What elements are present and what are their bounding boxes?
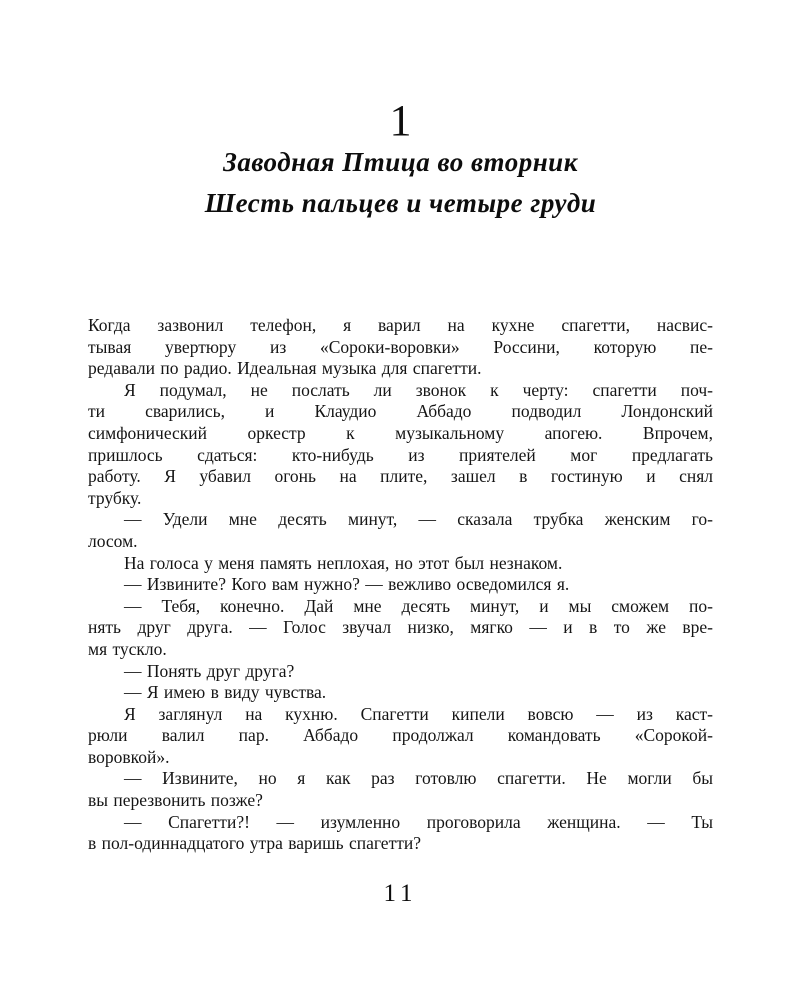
chapter-title-line-2: Шесть пальцев и четыре груди — [204, 188, 597, 218]
text-line: воровкой». — [88, 746, 170, 767]
text-line: симфонический оркестр к музыкальному апогею. Впрочем, — [88, 422, 713, 443]
text-line: в пол-одиннадцатого утра варишь спагетти? — [88, 833, 422, 854]
body-text — [88, 315, 713, 855]
text-line: мя тускло. — [88, 638, 167, 659]
text-line: Я подумал, не послать ли звонок к черту: спагетти поч- — [124, 379, 713, 400]
text-line: — Извините? Кого вам нужно? — вежливо осведомился я. — [124, 574, 570, 595]
text-line: — Понять друг друга? — [124, 660, 295, 681]
text-line: тывая увертюру из «Сороки-воровки» Россини, которую пе- — [88, 336, 713, 357]
page-number: 11 — [383, 880, 418, 907]
text-line: трубку. — [88, 487, 142, 508]
text-line: ти сварились, и Клаудио Аббадо подводил Лондонский — [88, 401, 713, 422]
text-line: рюли валил пар. Аббадо продолжал командовать «Сорокой- — [88, 725, 713, 746]
text-line: — Тебя, конечно. Дай мне десять минут, и мы сможем по- — [124, 595, 713, 616]
text-line: Когда зазвонил телефон, я варил на кухне спагетти, насвис- — [88, 315, 713, 335]
text-line: работу. Я убавил огонь на плите, зашел в гостиную и снял — [88, 466, 713, 487]
chapter-title-line-1: Заводная Птица во вторник — [223, 147, 578, 177]
text-line: пришлось сдаться: кто-нибудь из приятелей мог предлагать — [88, 444, 713, 465]
text-line: Я заглянул на кухню. Спагетти кипели вовсю — из каст- — [124, 703, 713, 724]
chapter-number: 1 — [389, 96, 412, 145]
text-line: — Я имею в виду чувства. — [124, 682, 327, 703]
text-line: На голоса у меня память неплохая, но этот был незнаком. — [124, 552, 563, 573]
text-line: — Удели мне десять минут, — сказала трубка женским го- — [124, 509, 713, 530]
text-line: редавали по радио. Идеальная музыка для спагетти. — [88, 358, 482, 379]
text-line: — Извините, но я как раз готовлю спагетти. Не могли бы — [124, 768, 713, 789]
text-line: лосом. — [88, 530, 138, 551]
text-line: нять друг друга. — Голос звучал низко, мягко — и в то же вре- — [88, 617, 713, 638]
text-line: вы перезвонить позже? — [88, 790, 263, 811]
text-line: — Спагетти?! — изумленно проговорила женщина. — Ты — [124, 811, 713, 832]
